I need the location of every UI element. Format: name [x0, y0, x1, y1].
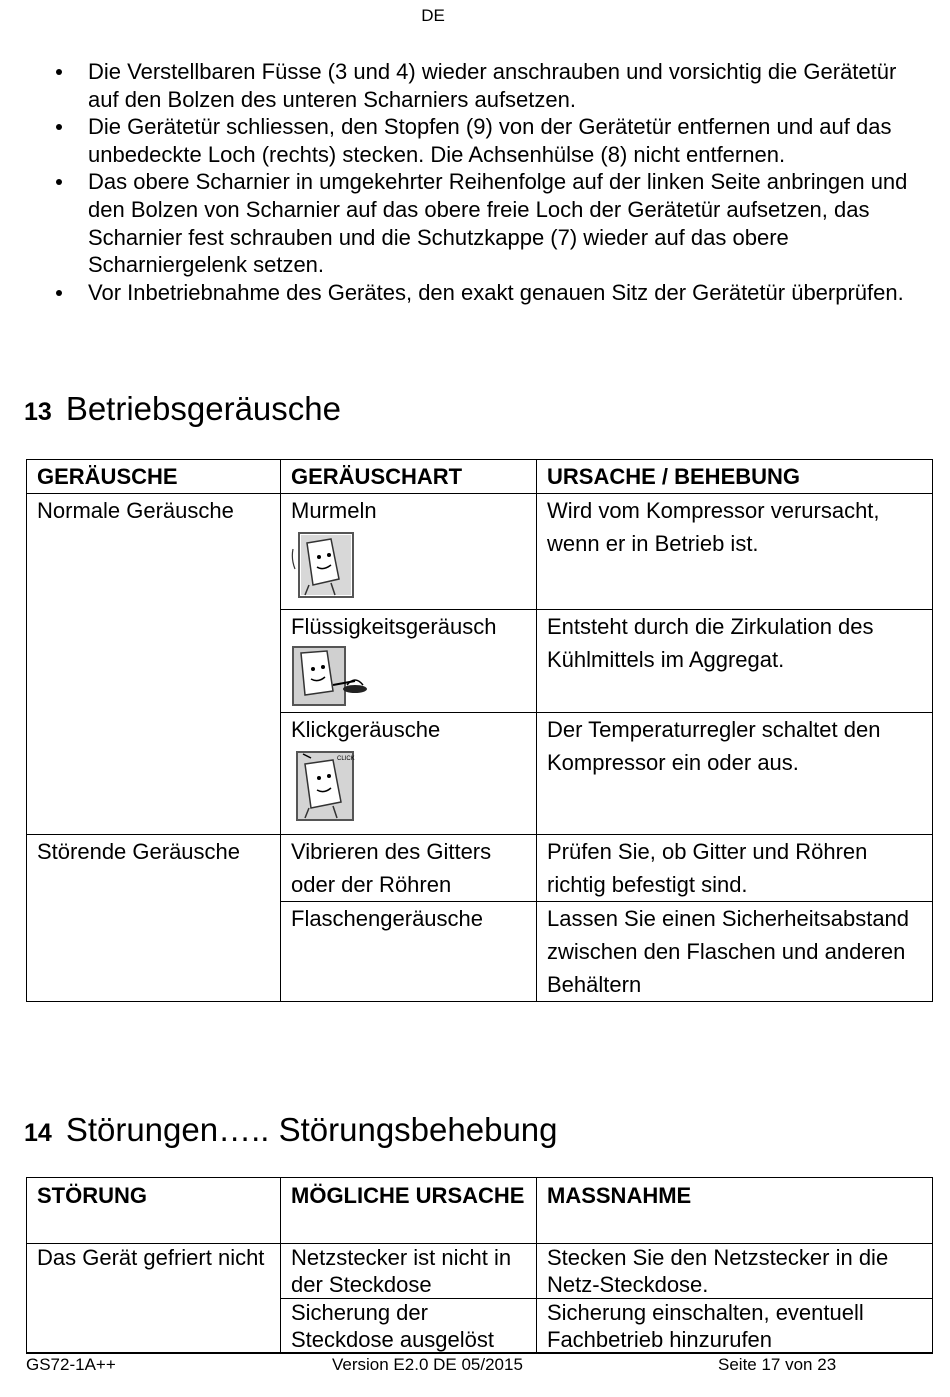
bullet-icon [56, 179, 62, 185]
bullet-icon [56, 69, 62, 75]
table-row [27, 1244, 933, 1299]
table-cell: Sicherung der Steckdose ausgelöst [281, 1299, 537, 1354]
header-cell: URSACHE / BEHEBUNG [537, 460, 933, 494]
liquid-fridge-icon [291, 645, 371, 707]
table-row [27, 494, 933, 610]
table-cell: Lassen Sie einen Sicherheitsabstand zwischen den Flaschen und anderen Behältern [537, 902, 933, 1002]
footer-page-number: Seite 17 von 23 [718, 1355, 837, 1374]
list-item-text: Das obere Scharnier in umgekehrter Reihenfolge auf der linken Seite anbringen und den Bolzen von Scharnier auf das obere freie Loch der Gerätetür aufsetzen, das Scharnier fest schrauben und die Schutzkappe (7) wieder auf das obere Scharniergelenk setzen. [88, 169, 908, 278]
header-cell: MÖGLICHE URSACHE [281, 1178, 537, 1244]
table-cell: Sicherung einschalten, eventuell Fachbetrieb hinzurufen [537, 1299, 933, 1354]
header-cell: STÖRUNG [27, 1178, 281, 1244]
bullet-icon [56, 290, 62, 296]
table-cell [281, 494, 537, 610]
murmur-fridge-icon [291, 529, 357, 601]
table-row [27, 1299, 933, 1354]
list-item [52, 58, 932, 113]
section-13-heading [24, 390, 341, 428]
table-cell [27, 902, 281, 1002]
noise-type: Murmeln [291, 498, 377, 523]
section-14-heading [24, 1111, 558, 1149]
table-cell: Der Temperaturregler schaltet den Kompressor ein oder aus. [537, 713, 933, 835]
table-cell [281, 713, 537, 835]
table-cell: Vibrieren des Gitters oder der Röhren [281, 835, 537, 902]
table-header-row [27, 460, 933, 494]
noise-table [26, 459, 933, 1002]
bullet-icon [56, 124, 62, 130]
section-number: 13 [24, 398, 52, 426]
section-title: Betriebsgeräusche [65, 390, 341, 427]
list-item-text: Die Verstellbaren Füsse (3 und 4) wieder anschrauben und vorsichtig die Gerätetür auf den Bolzen des unteren Scharniers aufsetzen. [88, 59, 897, 112]
footer-model: GS72-1A++ [26, 1355, 116, 1374]
table-cell: Das Gerät gefriert nicht [27, 1244, 281, 1299]
table-cell [281, 610, 537, 713]
list-item-text: Vor Inbetriebnahme des Gerätes, den exakt genauen Sitz der Gerätetür überprüfen. [88, 279, 904, 305]
table-cell: Flaschengeräusche [281, 902, 537, 1002]
instruction-list [52, 58, 932, 306]
table-row [27, 835, 933, 902]
noise-type: Flüssigkeitsgeräusch [291, 614, 497, 639]
header-cell: GERÄUSCHE [27, 460, 281, 494]
footer-version: Version E2.0 DE 05/2015 [332, 1355, 523, 1374]
table-row [27, 713, 933, 835]
page-header-lang: DE [421, 6, 445, 25]
page-footer [26, 1352, 932, 1374]
list-item [52, 279, 932, 307]
table-cell: Netzstecker ist nicht in der Steckdose [281, 1244, 537, 1299]
click-fridge-icon [291, 748, 357, 824]
list-item-text: Die Gerätetür schliessen, den Stopfen (9) von der Gerätetür entfernen und auf das unbedeckte Loch (rechts) stecken. Die Achsenhülse (8) nicht entfernen. [88, 114, 892, 167]
table-cell [27, 713, 281, 835]
header-cell: MASSNAHME [537, 1178, 933, 1244]
table-header-row [27, 1178, 933, 1244]
noise-type: Klickgeräusche [291, 717, 441, 742]
table-row [27, 902, 933, 1002]
table-cell: Prüfen Sie, ob Gitter und Röhren richtig befestigt sind. [537, 835, 933, 902]
table-cell: Störende Geräusche [27, 835, 281, 902]
table-cell: Stecken Sie den Netzstecker in die Netz-Steckdose. [537, 1244, 933, 1299]
section-number: 14 [24, 1119, 52, 1147]
section-title: Störungen….. Störungsbehebung [65, 1111, 558, 1148]
table-cell [27, 610, 281, 713]
click-label: CLICK [337, 756, 355, 762]
header-cell: GERÄUSCHART [281, 460, 537, 494]
troubleshooting-table [26, 1177, 933, 1354]
list-item [52, 113, 932, 168]
table-cell: Normale Geräusche [27, 494, 281, 610]
table-cell: Entsteht durch die Zirkulation des Kühlmittels im Aggregat. [537, 610, 933, 713]
list-item [52, 168, 932, 278]
table-cell: Wird vom Kompressor verursacht, wenn er in Betrieb ist. [537, 494, 933, 610]
table-cell [27, 1299, 281, 1354]
table-row [27, 610, 933, 713]
